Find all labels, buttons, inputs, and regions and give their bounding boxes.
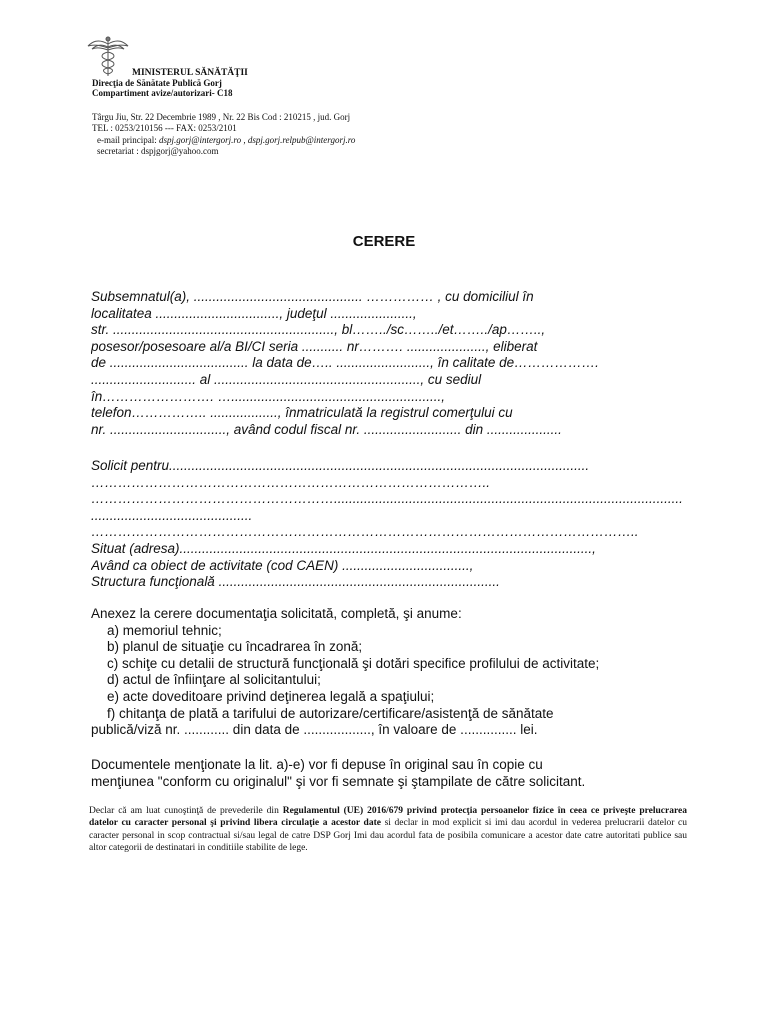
documents-note xyxy=(91,757,691,790)
regulation-reference: Regulamentul (UE) 2016/679 privind protecţia persoanelor fizice în ceea ce priveşte prelucrarea datelor cu caracter personal şi privind libera circulaţie a acestor date xyxy=(89,806,687,829)
secretariat-email: secretariat : dspjgorj@yahoo.com xyxy=(97,146,219,156)
request-line: Având ca obiect de activitate (cod CAEN) .................................., xyxy=(91,557,474,573)
applicant-line: str. ..........................................................., bl……../sc……../et……../ap…….., xyxy=(91,322,546,338)
applicant-line: în……………………. …........................................................, xyxy=(91,388,446,404)
applicant-line: nr. ..............................., având codul fiscal nr. .......................... din .................... xyxy=(91,421,562,437)
applicant-line: posesor/posesoare al/a BI/CI seria ........... nr………. ....................., eliberat xyxy=(91,338,538,354)
applicant-line: Subsemnatul(a), ............................................. …………… , cu domiciliul în xyxy=(91,289,534,304)
request-line: Situat (adresa).............................................................................................................., xyxy=(91,540,596,556)
annex-item-continuation: publică/viză nr. ............ din data de .................., în valoare de ............... lei. xyxy=(91,722,538,738)
annex-item: d) actul de înfiinţare al solicitantului; xyxy=(107,672,321,688)
request-line: ………………………………………………………………………………………………………….. xyxy=(91,524,639,540)
compartment-name: Compartiment avize/autorizari- C18 xyxy=(92,88,233,98)
annex-item: b) planul de situaţie cu încadrarea în zonă; xyxy=(107,639,363,655)
request-line: Solicit pentru................................................................................................................ xyxy=(91,458,590,473)
request-line: ........................................... xyxy=(91,507,253,523)
applicant-line: de ..................................... la data de….. ........................., în calitate de………………. xyxy=(91,355,599,371)
institution-email xyxy=(97,135,355,145)
applicant-details xyxy=(91,289,691,438)
annex-item: f) chitanţa de plată a tarifului de autorizare/certificare/asistenţă de sănătate xyxy=(107,705,554,721)
annex-item: c) schiţe cu detalii de structură funcţională şi dotări specifice profilului de activitate; xyxy=(107,655,600,671)
annex-item: a) memoriul tehnic; xyxy=(107,622,222,638)
caduceus-logo-icon xyxy=(86,34,130,78)
document-title: CERERE xyxy=(352,233,416,250)
consent-suffix: si declar in mod explicit si imi dau acordul in vederea prelucrarii datelor cu caracter personal in scop contractual si/sau legal de catre DSP Gorj Imi dau acordul fata de posibila comunicare a acestor date catre autoritati publice sau altor categorii de destinatari in conditiile stabilite de lege. xyxy=(89,818,687,854)
documents-note-line: Documentele menţionate la lit. a)-e) vor fi depuse în original sau în copie cu xyxy=(91,757,543,772)
applicant-line: localitatea ................................., judeţul ......................, xyxy=(91,305,417,321)
directorate-name: Direcţia de Sănătate Publică Gorj xyxy=(92,78,222,88)
institution-address: Târgu Jiu, Str. 22 Decembrie 1989 , Nr. 22 Bis Cod : 210215 , jud. Gorj xyxy=(92,112,351,122)
annex-item: e) acte doveditoare privind deţinerea legală a spaţiului; xyxy=(107,688,435,704)
request-line: Structura funcţională ........................................................................... xyxy=(91,574,500,590)
gdpr-consent-statement xyxy=(89,805,687,855)
email-label: e-mail principal: xyxy=(97,135,159,145)
documents-note-line: menţiunea "conform cu originalul" şi vor fi semnate şi ştampilate de către solicitant. xyxy=(91,773,586,789)
applicant-line: telefon…………….. .................., înmatriculată la registrul comerţului cu xyxy=(91,405,513,421)
institution-phone-fax: TEL : 0253/210156 --- FAX: 0253/2101 xyxy=(92,123,237,133)
request-details xyxy=(91,458,691,591)
applicant-line: ............................ al ......................................................., cu sediul xyxy=(91,371,482,387)
ministry-name: MINISTERUL SĂNĂTĂŢII xyxy=(132,68,248,78)
email-addresses: dspj.gorj@intergorj.ro , dspj.gorj.relpub@intergorj.ro xyxy=(158,135,356,145)
consent-prefix: Declar că am luat cunoştinţă de prevederile din xyxy=(89,806,283,816)
request-line: …………………………………………………………………………….. xyxy=(91,474,491,490)
annex-intro: Anexez la cerere documentaţia solicitată, completă, şi anume: xyxy=(91,606,462,621)
annex-list xyxy=(91,606,691,739)
request-line: ………………………………………………............................................................................................. xyxy=(91,491,683,507)
